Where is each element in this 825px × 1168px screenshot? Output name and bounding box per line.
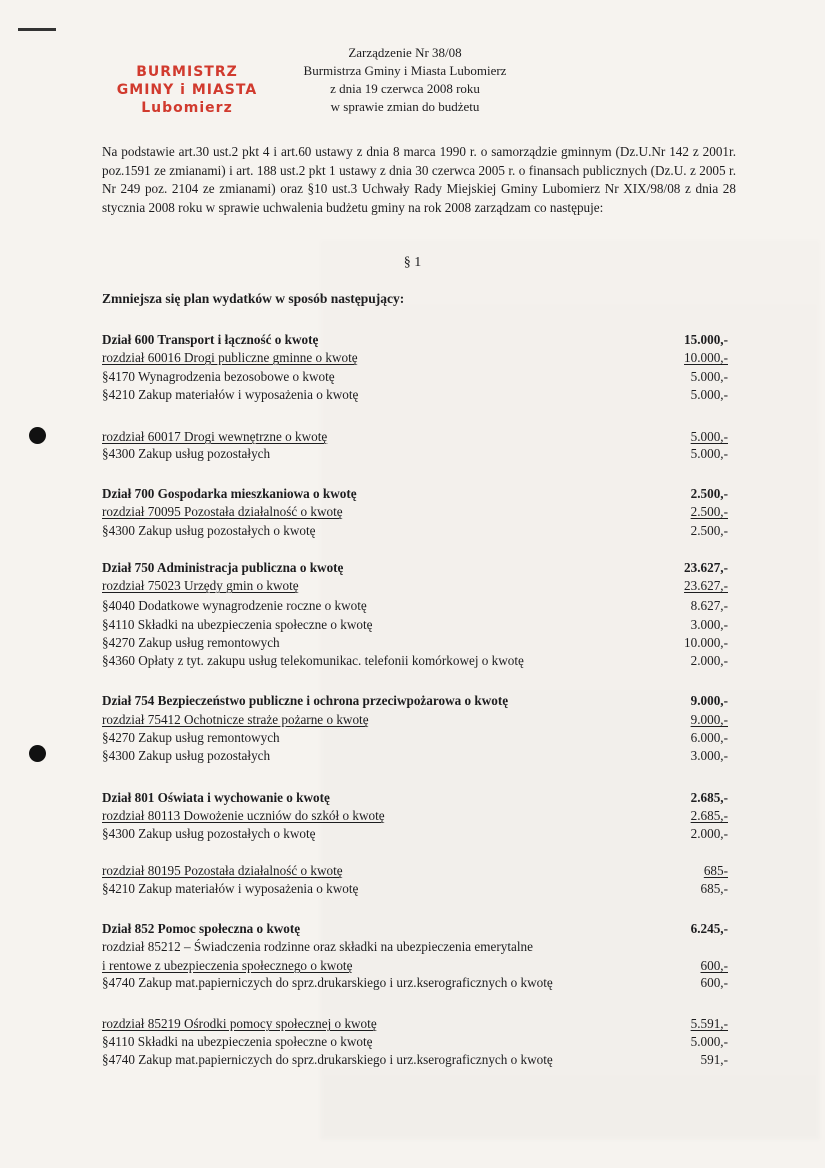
row-amount: 6.245,-	[690, 921, 728, 936]
row-amount: 2.000,-	[690, 826, 728, 841]
row-label: §4300 Zakup usług pozostałych	[102, 446, 271, 461]
header-line: w sprawie zmian do budżetu	[330, 99, 480, 114]
row-amount: 9.000,-	[690, 712, 728, 727]
budget-row	[102, 578, 728, 596]
row-amount: 5.000,-	[690, 429, 728, 444]
row-label: Dział 700 Gospodarka mieszkaniowa o kwotę	[102, 486, 357, 501]
budget-row	[102, 730, 728, 748]
budget-row	[102, 504, 728, 522]
row-label: §4300 Zakup usług pozostałych o kwotę	[102, 523, 316, 538]
section-row	[102, 486, 728, 504]
intro-paragraph: Na podstawie art.30 ust.2 pkt 4 i art.60 ustawy z dnia 8 marca 1990 r. o samorządzie gminnym (Dz.U.Nr 142 z 2001r. poz.1591 ze zmianami) i art. 188 ust.2 pkt 1 ustawy z dnia 30 czerwca 2005 r. o finansach publicznych (Dz.U. z 2005 r. Nr 249 poz. 2104 ze zmianami) oraz §10 ust.3 Uchwały Rady Miejskiej Gminy Lubomierz Nr XIX/98/08 z dnia 28 stycznia 2008 roku w sprawie uchwalenia budżetu gminy na rok 2008 zarządzam co następuje:	[102, 144, 736, 215]
row-amount: 5.591,-	[690, 1016, 728, 1031]
row-amount: 2.500,-	[690, 486, 728, 501]
punch-hole	[29, 427, 46, 444]
logo-line: Lubomierz	[141, 100, 233, 116]
budget-row	[102, 523, 728, 541]
budget-row	[102, 387, 728, 405]
row-label: §4740 Zakup mat.papierniczych do sprz.drukarskiego i urz.kserograficznych o kwotę	[102, 1052, 553, 1067]
budget-row	[102, 808, 728, 826]
budget-row	[102, 369, 728, 387]
budget-row	[102, 881, 728, 899]
row-amount: 600,-	[700, 975, 728, 990]
row-label: rozdział 75412 Ochotnicze straże pożarne o kwotę	[102, 712, 369, 727]
row-amount: 2.685,-	[690, 790, 728, 805]
budget-row	[102, 1034, 728, 1052]
budget-row	[102, 958, 728, 976]
row-label: rozdział 85212 – Świadczenia rodzinne oraz składki na ubezpieczenia emerytalne	[102, 939, 533, 954]
section-row	[102, 790, 728, 808]
budget-row	[102, 1052, 728, 1070]
section-row	[102, 921, 728, 939]
budget-row	[102, 748, 728, 766]
row-amount: 8.627,-	[690, 598, 728, 613]
budget-row	[102, 653, 728, 671]
row-amount: 2.500,-	[690, 504, 728, 519]
top-mark	[18, 28, 56, 31]
row-label: rozdział 75023 Urzędy gmin o kwotę	[102, 578, 299, 593]
row-label: §4110 Składki na ubezpieczenia społeczne o kwotę	[102, 617, 373, 632]
row-amount: 591,-	[700, 1052, 728, 1067]
row-label: Dział 750 Administracja publiczna o kwotę	[102, 560, 344, 575]
header-line: z dnia 19 czerwca 2008 roku	[330, 81, 480, 96]
row-label: rozdział 85219 Ośrodki pomocy społecznej o kwotę	[102, 1016, 377, 1031]
row-label: §4170 Wynagrodzenia bezosobowe o kwotę	[102, 369, 335, 384]
row-label: rozdział 80113 Dowożenie uczniów do szkół o kwotę	[102, 808, 385, 823]
budget-row	[102, 635, 728, 653]
row-amount: 15.000,-	[684, 332, 728, 347]
punch-hole	[29, 745, 46, 762]
row-label: §4210 Zakup materiałów i wyposażenia o kwotę	[102, 387, 359, 402]
row-label: rozdział 60016 Drogi publiczne gminne o kwotę	[102, 350, 358, 365]
row-amount: 10.000,-	[684, 350, 728, 365]
row-amount: 2.685,-	[690, 808, 728, 823]
row-amount: 685-	[703, 863, 728, 878]
row-amount: 9.000,-	[690, 693, 728, 708]
row-amount: 23.627,-	[684, 578, 728, 593]
budget-row	[102, 939, 728, 957]
row-amount: 2.500,-	[690, 523, 728, 538]
row-label: Dział 801 Oświata i wychowanie o kwotę	[102, 790, 330, 805]
section-row	[102, 560, 728, 578]
row-amount: 5.000,-	[690, 1034, 728, 1049]
paragraph-mark: § 1	[403, 255, 422, 270]
mayor-logo	[112, 63, 262, 117]
row-amount: 5.000,-	[690, 446, 728, 461]
logo-line: BURMISTRZ	[136, 64, 238, 80]
row-amount: 5.000,-	[690, 387, 728, 402]
document-header	[285, 44, 525, 116]
section-row	[102, 693, 728, 711]
budget-row	[102, 598, 728, 616]
budget-row	[102, 1016, 728, 1034]
row-label: Dział 754 Bezpieczeństwo publiczne i ochrona przeciwpożarowa o kwotę	[102, 693, 509, 708]
row-label: §4300 Zakup usług pozostałych o kwotę	[102, 826, 316, 841]
budget-row	[102, 429, 728, 447]
budget-row	[102, 975, 728, 993]
row-amount: 3.000,-	[690, 617, 728, 632]
header-line: Zarządzenie Nr 38/08	[348, 45, 462, 60]
header-line: Burmistrza Gminy i Miasta Lubomierz	[303, 63, 507, 78]
row-label: §4270 Zakup usług remontowych	[102, 730, 280, 745]
budget-row	[102, 826, 728, 844]
row-label: rozdział 70095 Pozostała działalność o kwotę	[102, 504, 343, 519]
row-amount: 600,-	[700, 958, 728, 973]
row-label: §4040 Dodatkowe wynagrodzenie roczne o kwotę	[102, 598, 367, 613]
row-label: §4210 Zakup materiałów i wyposażenia o kwotę	[102, 881, 359, 896]
row-label: rozdział 60017 Drogi wewnętrzne o kwotę	[102, 429, 328, 444]
row-label: rozdział 80195 Pozostała działalność o kwotę	[102, 863, 343, 878]
row-amount: 2.000,-	[690, 653, 728, 668]
row-label: Dział 852 Pomoc społeczna o kwotę	[102, 921, 301, 936]
row-label: §4360 Opłaty z tyt. zakupu usług telekomunikac. telefonii komórkowej o kwotę	[102, 653, 524, 668]
row-label: §4110 Składki na ubezpieczenia społeczne o kwotę	[102, 1034, 373, 1049]
row-label: §4270 Zakup usług remontowych	[102, 635, 280, 650]
logo-line: GMINY i MIASTA	[116, 82, 258, 98]
row-label: §4300 Zakup usług pozostałych	[102, 748, 271, 763]
section-row	[102, 332, 728, 350]
budget-row	[102, 446, 728, 464]
row-amount: 685,-	[700, 881, 728, 896]
budget-row	[102, 712, 728, 730]
section-title: Zmniejsza się plan wydatków w sposób następujący:	[102, 291, 405, 306]
row-label: §4740 Zakup mat.papierniczych do sprz.drukarskiego i urz.kserograficznych o kwotę	[102, 975, 553, 990]
row-amount: 6.000,-	[690, 730, 728, 745]
row-amount: 10.000,-	[684, 635, 728, 650]
row-label: Dział 600 Transport i łączność o kwotę	[102, 332, 319, 347]
budget-row	[102, 863, 728, 881]
row-amount: 23.627,-	[684, 560, 728, 575]
budget-row	[102, 350, 728, 368]
row-amount: 3.000,-	[690, 748, 728, 763]
row-amount: 5.000,-	[690, 369, 728, 384]
budget-row	[102, 617, 728, 635]
row-label: i rentowe z ubezpieczenia społecznego o kwotę	[102, 958, 353, 973]
